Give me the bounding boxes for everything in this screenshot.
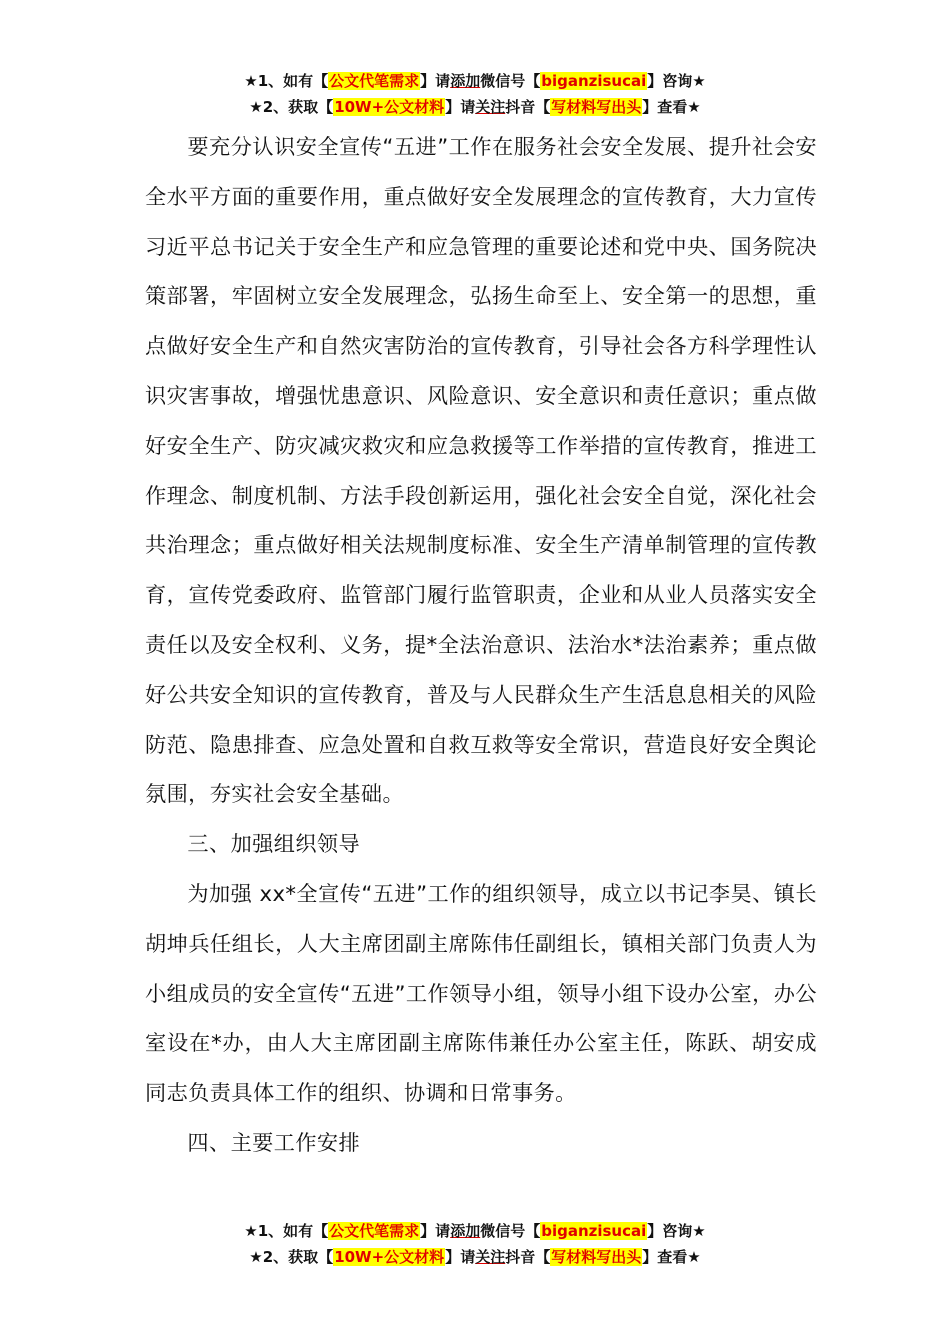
document-body [145,122,817,1168]
highlight-service: 公文代笔需求 [329,72,420,90]
highlight-wechat-id: biganzisucai [541,1222,647,1240]
highlight-materials: 10W+公文材料 [334,98,445,116]
promo-line-1: ★1、如有【公文代笔需求】请添加微信号【biganzisucai】咨询★ [244,1222,706,1240]
promo-line-2: ★2、获取【10W+公文材料】请关注抖音【写材料写出头】查看★ [249,98,701,116]
highlight-service: 公文代笔需求 [329,1222,420,1240]
highlight-wechat-id: biganzisucai [541,72,647,90]
paragraph-publicity-focus: 要充分认识安全宣传“五进”工作在服务社会安全发展、提升社会安全水平方面的重要作用，重点做好安全发展理念的宣传教育，大力宣传习近平总书记关于安全生产和应急管理的重要论述和党中央、国务院决策部署，牢固树立安全发展理念，弘扬生命至上、安全第一的思想，重点做好安全生产和自然灾害防治的宣传教育，引导社会各方科学理性认识灾害事故，增强忧患意识、风险意识、安全意识和责任意识；重点做好安全生产、防灾减灾救灾和应急救援等工作举措的宣传教育，推进工作理念、制度机制、方法手段创新运用，强化社会安全自觉，深化社会共治理念；重点做好相关法规制度标准、安全生产清单制管理的宣传教育，宣传党委政府、监管部门履行监管职责，企业和从业人员落实安全责任以及安全权利、义务，提*全法治意识、法治水*法治素养；重点做好公共安全知识的宣传教育，普及与人民群众生产生活息息相关的风险防范、隐患排查、应急处置和自救互救等安全常识，营造良好安全舆论氛围，夯实社会安全基础。 [145,134,817,807]
promo-banner-top [0,68,950,120]
promo-line-1: ★1、如有【公文代笔需求】请添加微信号【biganzisucai】咨询★ [244,72,706,90]
paragraph-leadership-group: 为加强 xx*全宣传“五进”工作的组织领导，成立以书记李昊、镇长胡坤兵任组长，人大主席团副主席陈伟任副组长，镇相关部门负责人为小组成员的安全宣传“五进”工作领导小组，领导小组下设办公室，办公室设在*办，由人大主席团副主席陈伟兼任办公室主任，陈跃、胡安成同志负责具体工作的组织、协调和日常事务。 [145,880,817,1106]
section-heading-work-plan: 四、主要工作安排 [187,1129,361,1155]
highlight-douyin-id: 写材料写出头 [551,98,642,116]
promo-banner-bottom [0,1218,950,1270]
promo-line-2: ★2、获取【10W+公文材料】请关注抖音【写材料写出头】查看★ [249,1248,701,1266]
section-heading-organization: 三、加强组织领导 [187,831,361,857]
highlight-douyin-id: 写材料写出头 [551,1248,642,1266]
highlight-materials: 10W+公文材料 [334,1248,445,1266]
